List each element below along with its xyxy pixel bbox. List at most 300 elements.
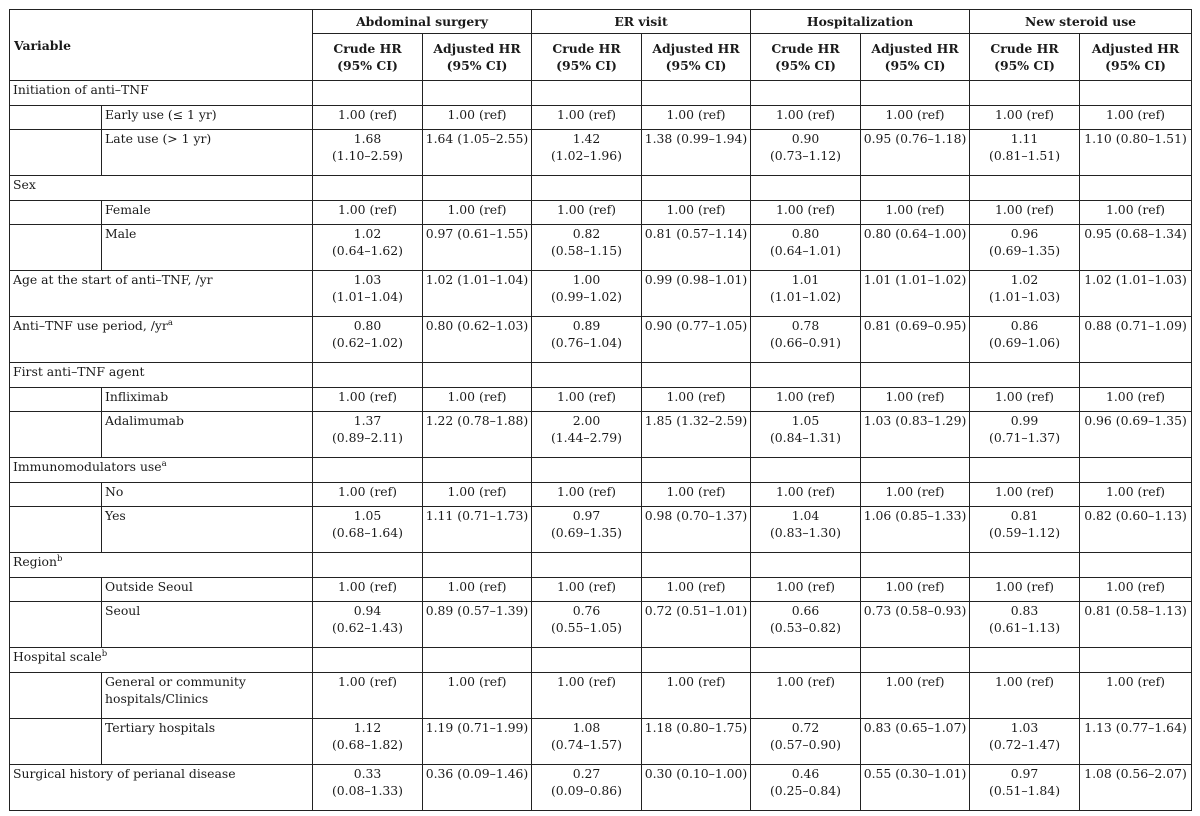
row-label: Outside Seoul [105, 579, 193, 594]
adjusted-hr-cell [642, 388, 751, 412]
hr-value: 0.76 [572, 603, 601, 618]
crude-hr-cell [970, 719, 1080, 765]
empty-cell [861, 648, 970, 673]
crude-hr-cell [751, 271, 861, 317]
hr-value: 1.08 [572, 720, 601, 735]
hr-value: 1.00 (ref) [337, 202, 398, 217]
empty-cell [532, 363, 642, 388]
empty-cell [970, 553, 1080, 578]
table-row [10, 363, 1192, 388]
empty-cell [532, 176, 642, 201]
hr-value: 0.90 [791, 131, 820, 146]
crude-hr-cell [970, 388, 1080, 412]
hr-value: 1.00 (ref) [1105, 107, 1166, 122]
subcategory-label-cell [102, 602, 313, 648]
adjusted-hr-cell [1080, 317, 1192, 363]
crude-hr-header-line: Crude HR [333, 41, 402, 56]
adjusted-hr-cell [423, 507, 532, 553]
row-label: Early use (≤ 1 yr) [105, 107, 217, 122]
crude-hr-cell [313, 225, 423, 271]
hr-value: 0.90 (0.77–1.05) [644, 318, 748, 333]
group-header-new-steroid-use: New steroid use [970, 10, 1192, 34]
row-label: Sex [13, 177, 36, 192]
hr-value: 0.82 (0.60–1.13) [1084, 508, 1187, 523]
adjusted-hr-cell [861, 765, 970, 811]
hr-value: 0.97 (0.61–1.55) [425, 226, 529, 241]
crude-hr-cell [970, 507, 1080, 553]
adjusted-hr-header-line: Adjusted HR [1091, 41, 1180, 56]
hr-value: 1.37 [353, 413, 382, 428]
subcategory-label-cell [102, 201, 313, 225]
hr-value: 1.00 (ref) [556, 484, 617, 499]
hr-value: 1.00 (ref) [666, 579, 726, 594]
hr-value: 2.00 [572, 413, 601, 428]
table-row [10, 176, 1192, 201]
hr-value: (0.99–1.02) [550, 289, 623, 304]
hr-value: 1.00 (ref) [556, 107, 617, 122]
hr-value: 1.03 [1010, 720, 1039, 735]
hr-value: 1.64 (1.05–2.55) [425, 131, 529, 146]
crude-hr-cell [313, 388, 423, 412]
adjusted-hr-cell [861, 130, 970, 176]
subcategory-label-cell [102, 483, 313, 507]
crude-hr-cell [970, 201, 1080, 225]
group-header-er-visit: ER visit [532, 10, 751, 34]
empty-cell [642, 176, 751, 201]
adjusted-hr-cell [1080, 225, 1192, 271]
hr-value: 1.00 (ref) [994, 484, 1055, 499]
crude-hr-cell [313, 578, 423, 602]
hr-value: 1.00 (ref) [447, 202, 507, 217]
empty-cell [1080, 363, 1192, 388]
adjusted-hr-cell [1080, 130, 1192, 176]
adjusted-hr-cell [861, 578, 970, 602]
crude-hr-header [751, 34, 861, 81]
hr-value: 1.00 (ref) [447, 484, 507, 499]
hr-value: (0.53–0.82) [769, 620, 842, 635]
adjusted-hr-cell [861, 225, 970, 271]
crude-hr-cell [313, 412, 423, 458]
hr-value: 1.00 (ref) [447, 579, 507, 594]
hr-value: 1.00 (ref) [775, 674, 836, 689]
category-label-cell [10, 458, 313, 483]
adjusted-hr-cell [1080, 412, 1192, 458]
table-row [10, 412, 1192, 458]
hr-value: 0.88 (0.71–1.09) [1084, 318, 1187, 333]
hr-value: (0.76–1.04) [550, 335, 623, 350]
hr-value: 1.03 (0.83–1.29) [863, 413, 967, 428]
hr-value: 1.00 (ref) [994, 579, 1055, 594]
hr-value: (0.59–1.12) [988, 525, 1061, 540]
crude-hr-cell [313, 602, 423, 648]
row-label: General or community hospitals/Clinics [105, 674, 246, 706]
hr-value: 1.00 (ref) [337, 674, 398, 689]
adjusted-hr-cell [423, 388, 532, 412]
row-label: Infliximab [105, 389, 169, 404]
hr-value: 0.94 [353, 603, 382, 618]
indent-cell [10, 130, 102, 176]
category-label-cell [10, 81, 313, 106]
crude-hr-cell [751, 719, 861, 765]
adjusted-hr-header-line: Adjusted HR [433, 41, 521, 56]
adjusted-hr-cell [1080, 271, 1192, 317]
adjusted-hr-cell [861, 483, 970, 507]
crude-hr-cell [313, 317, 423, 363]
adjusted-hr-cell [1080, 602, 1192, 648]
row-label: Tertiary hospitals [105, 720, 216, 735]
footnote-marker: b [57, 554, 63, 564]
hr-value: 1.00 (ref) [775, 202, 836, 217]
table-row [10, 458, 1192, 483]
empty-cell [1080, 553, 1192, 578]
table-row [10, 602, 1192, 648]
crude-hr-header-line: Crude HR [552, 41, 621, 56]
row-label: Initiation of anti–TNF [13, 82, 149, 97]
hr-value: (0.81–1.51) [988, 148, 1061, 163]
crude-hr-cell [532, 412, 642, 458]
empty-cell [861, 81, 970, 106]
crude-hr-cell [751, 412, 861, 458]
hr-value: 0.55 (0.30–1.01) [863, 766, 967, 781]
empty-cell [532, 553, 642, 578]
crude-hr-cell [970, 130, 1080, 176]
hr-value: 0.86 [1010, 318, 1039, 333]
hr-value: 1.00 (ref) [337, 579, 398, 594]
crude-hr-header [313, 34, 423, 81]
empty-cell [532, 458, 642, 483]
crude-hr-cell [970, 602, 1080, 648]
empty-cell [313, 458, 423, 483]
adjusted-hr-cell [423, 483, 532, 507]
hr-value: (0.84–1.31) [769, 430, 842, 445]
crude-hr-cell [532, 201, 642, 225]
empty-cell [313, 81, 423, 106]
crude-hr-header-line: (95% CI) [994, 58, 1055, 73]
adjusted-hr-cell [861, 201, 970, 225]
hr-value: 1.00 (ref) [885, 389, 945, 404]
empty-cell [861, 553, 970, 578]
indent-cell [10, 483, 102, 507]
subcategory-label-cell [102, 388, 313, 412]
variable-label-cell [10, 271, 313, 317]
adjusted-hr-cell [642, 201, 751, 225]
hr-value: 0.96 [1010, 226, 1039, 241]
hr-value: 1.00 (ref) [447, 674, 507, 689]
empty-cell [423, 648, 532, 673]
empty-cell [642, 648, 751, 673]
adjusted-hr-header-line: (95% CI) [884, 58, 946, 73]
crude-hr-cell [751, 317, 861, 363]
adjusted-hr-cell [642, 412, 751, 458]
adjusted-hr-header [1080, 34, 1192, 81]
crude-hr-cell [313, 765, 423, 811]
empty-cell [532, 81, 642, 106]
hr-value: 1.85 (1.32–2.59) [644, 413, 748, 428]
hr-value: 0.89 [572, 318, 601, 333]
row-label: Seoul [105, 603, 141, 618]
hr-value: 1.19 (0.71–1.99) [425, 720, 529, 735]
hr-value: 1.02 [1010, 272, 1039, 287]
adjusted-hr-header-line: (95% CI) [446, 58, 508, 73]
table-row [10, 673, 1192, 719]
adjusted-hr-header [861, 34, 970, 81]
hr-value: 0.89 (0.57–1.39) [425, 603, 529, 618]
adjusted-hr-cell [642, 225, 751, 271]
hr-value: 1.00 (ref) [666, 674, 726, 689]
crude-hr-cell [532, 225, 642, 271]
subcategory-label-cell [102, 507, 313, 553]
footnote-marker: a [167, 318, 173, 328]
crude-hr-header-line: (95% CI) [556, 58, 617, 73]
hr-value: 0.82 [572, 226, 601, 241]
hr-value: 0.95 (0.76–1.18) [863, 131, 967, 146]
crude-hr-cell [751, 130, 861, 176]
hr-value: (1.01–1.02) [769, 289, 842, 304]
row-label: Hospital scale [13, 649, 102, 664]
row-label: Anti–TNF use period, /yr [13, 318, 168, 333]
empty-cell [970, 458, 1080, 483]
variable-label-cell [10, 317, 313, 363]
table-row [10, 648, 1192, 673]
hazard-ratio-table [9, 9, 1192, 811]
hr-value: (0.68–1.82) [331, 737, 404, 752]
row-label: Adalimumab [105, 413, 184, 428]
crude-hr-header [532, 34, 642, 81]
row-label: Age at the start of anti–TNF, /yr [13, 272, 213, 287]
empty-cell [423, 553, 532, 578]
crude-hr-header-line: Crude HR [771, 41, 840, 56]
crude-hr-cell [532, 765, 642, 811]
indent-cell [10, 507, 102, 553]
subcategory-label-cell [102, 719, 313, 765]
row-label: Immunomodulators use [13, 459, 162, 474]
indent-cell [10, 673, 102, 719]
hr-value: 0.99 [1010, 413, 1039, 428]
adjusted-hr-cell [642, 317, 751, 363]
hr-value: (0.09–0.86) [550, 783, 623, 798]
table-row [10, 317, 1192, 363]
empty-cell [642, 363, 751, 388]
hr-value: 1.00 (ref) [885, 674, 945, 689]
hr-value: 0.97 [1010, 766, 1039, 781]
empty-cell [861, 363, 970, 388]
adjusted-hr-cell [423, 130, 532, 176]
adjusted-hr-cell [861, 673, 970, 719]
table-row [10, 106, 1192, 130]
hr-value: 0.46 [791, 766, 820, 781]
hr-value: (1.10–2.59) [331, 148, 404, 163]
adjusted-hr-cell [423, 765, 532, 811]
empty-cell [642, 553, 751, 578]
hr-value: (0.57–0.90) [769, 737, 842, 752]
crude-hr-cell [313, 507, 423, 553]
hr-value: (0.58–1.15) [550, 243, 623, 258]
crude-hr-cell [313, 719, 423, 765]
row-label: Surgical history of perianal disease [13, 766, 236, 781]
hr-value: (1.02–1.96) [550, 148, 623, 163]
hr-value: 1.00 (ref) [775, 484, 836, 499]
hr-value: 0.80 (0.64–1.00) [863, 226, 967, 241]
table-row [10, 81, 1192, 106]
indent-cell [10, 602, 102, 648]
hr-value: 0.96 (0.69–1.35) [1084, 413, 1187, 428]
hr-value: (0.51–1.84) [988, 783, 1061, 798]
table-row [10, 388, 1192, 412]
hr-value: 0.33 [353, 766, 382, 781]
adjusted-hr-cell [1080, 578, 1192, 602]
hr-value: 1.00 (ref) [885, 579, 945, 594]
hr-value: 1.00 (ref) [775, 389, 836, 404]
adjusted-hr-cell [642, 483, 751, 507]
hr-value: (0.61–1.13) [988, 620, 1061, 635]
adjusted-hr-header [642, 34, 751, 81]
crude-hr-cell [970, 673, 1080, 719]
adjusted-hr-cell [1080, 106, 1192, 130]
hr-value: 0.83 (0.65–1.07) [863, 720, 967, 735]
adjusted-hr-cell [861, 388, 970, 412]
hr-value: 1.00 (ref) [556, 202, 617, 217]
indent-cell [10, 106, 102, 130]
hr-value: 1.05 [791, 413, 820, 428]
adjusted-hr-cell [861, 106, 970, 130]
hr-value: 1.00 (ref) [666, 202, 726, 217]
hr-value: 1.00 (ref) [1105, 202, 1166, 217]
hr-value: (1.01–1.04) [331, 289, 404, 304]
hr-value: 1.00 (ref) [337, 484, 398, 499]
crude-hr-cell [751, 483, 861, 507]
hr-value: 0.99 (0.98–1.01) [644, 272, 748, 287]
crude-hr-cell [532, 507, 642, 553]
category-label-cell [10, 648, 313, 673]
hr-value: (0.25–0.84) [769, 783, 842, 798]
row-label: Yes [105, 508, 126, 523]
hr-value: 1.00 (ref) [666, 389, 726, 404]
category-label-cell [10, 176, 313, 201]
hr-value: 0.95 (0.68–1.34) [1084, 226, 1187, 241]
hr-value: 0.81 (0.57–1.14) [644, 226, 748, 241]
table-row [10, 765, 1192, 811]
empty-cell [970, 176, 1080, 201]
hr-value: (0.72–1.47) [988, 737, 1061, 752]
subcategory-label-cell [102, 130, 313, 176]
adjusted-hr-cell [642, 130, 751, 176]
adjusted-hr-cell [642, 602, 751, 648]
hr-value: 0.73 (0.58–0.93) [863, 603, 967, 618]
hr-value: 1.08 (0.56–2.07) [1084, 766, 1187, 781]
crude-hr-cell [751, 388, 861, 412]
hr-value: (0.55–1.05) [550, 620, 623, 635]
adjusted-hr-cell [1080, 765, 1192, 811]
row-label: Male [105, 226, 137, 241]
indent-cell [10, 412, 102, 458]
hr-value: 1.11 (0.71–1.73) [425, 508, 529, 523]
empty-cell [642, 458, 751, 483]
crude-hr-cell [532, 317, 642, 363]
table-row [10, 225, 1192, 271]
hr-value: (0.69–1.35) [988, 243, 1061, 258]
category-label-cell [10, 553, 313, 578]
hr-value: 1.18 (0.80–1.75) [644, 720, 748, 735]
subcategory-label-cell [102, 578, 313, 602]
hr-value: 0.80 [791, 226, 820, 241]
crude-hr-cell [532, 673, 642, 719]
empty-cell [1080, 458, 1192, 483]
empty-cell [313, 648, 423, 673]
hr-value: 0.80 [353, 318, 382, 333]
hr-value: 0.83 [1010, 603, 1039, 618]
hr-value: 1.00 (ref) [556, 389, 617, 404]
adjusted-hr-cell [642, 719, 751, 765]
crude-hr-cell [532, 578, 642, 602]
hr-value: (0.69–1.06) [988, 335, 1061, 350]
adjusted-hr-header-line: (95% CI) [665, 58, 727, 73]
crude-hr-cell [532, 602, 642, 648]
adjusted-hr-header-line: Adjusted HR [871, 41, 959, 56]
hr-value: 0.80 (0.62–1.03) [425, 318, 529, 333]
crude-hr-cell [313, 673, 423, 719]
crude-hr-cell [751, 673, 861, 719]
table-row [10, 507, 1192, 553]
crude-hr-cell [751, 765, 861, 811]
crude-hr-cell [532, 719, 642, 765]
empty-cell [751, 648, 861, 673]
hr-value: 1.13 (0.77–1.64) [1084, 720, 1187, 735]
hr-value: 1.00 (ref) [337, 389, 398, 404]
empty-cell [423, 458, 532, 483]
empty-cell [1080, 648, 1192, 673]
adjusted-hr-cell [423, 412, 532, 458]
adjusted-hr-header-line: Adjusted HR [652, 41, 740, 56]
crude-hr-cell [970, 271, 1080, 317]
hr-value: 1.42 [572, 131, 601, 146]
empty-cell [751, 553, 861, 578]
hr-value: 0.97 [572, 508, 601, 523]
hr-value: (1.44–2.79) [550, 430, 623, 445]
empty-cell [423, 176, 532, 201]
adjusted-hr-cell [423, 225, 532, 271]
hr-value: 1.68 [353, 131, 382, 146]
hr-value: (0.73–1.12) [769, 148, 842, 163]
crude-hr-cell [751, 106, 861, 130]
adjusted-hr-cell [861, 317, 970, 363]
hr-value: 0.72 (0.51–1.01) [644, 603, 748, 618]
hr-value: 1.00 (ref) [556, 674, 617, 689]
crude-hr-cell [313, 201, 423, 225]
crude-hr-cell [751, 201, 861, 225]
crude-hr-cell [313, 130, 423, 176]
adjusted-hr-cell [423, 201, 532, 225]
subcategory-label-cell [102, 106, 313, 130]
table-row [10, 578, 1192, 602]
hr-value: 1.06 (0.85–1.33) [863, 508, 967, 523]
crude-hr-cell [970, 412, 1080, 458]
table-row [10, 201, 1192, 225]
hr-value: 1.00 (ref) [447, 389, 507, 404]
empty-cell [751, 176, 861, 201]
hr-value: (0.62–1.43) [331, 620, 404, 635]
table-row [10, 271, 1192, 317]
crude-hr-cell [970, 106, 1080, 130]
hr-value: 1.00 (ref) [994, 107, 1055, 122]
adjusted-hr-header-line: (95% CI) [1105, 58, 1166, 73]
crude-hr-cell [751, 602, 861, 648]
hr-value: 0.81 (0.69–0.95) [863, 318, 967, 333]
adjusted-hr-cell [423, 673, 532, 719]
empty-cell [970, 81, 1080, 106]
hr-value: 1.00 (ref) [556, 579, 617, 594]
hr-value: (0.71–1.37) [988, 430, 1061, 445]
adjusted-hr-header [423, 34, 532, 81]
